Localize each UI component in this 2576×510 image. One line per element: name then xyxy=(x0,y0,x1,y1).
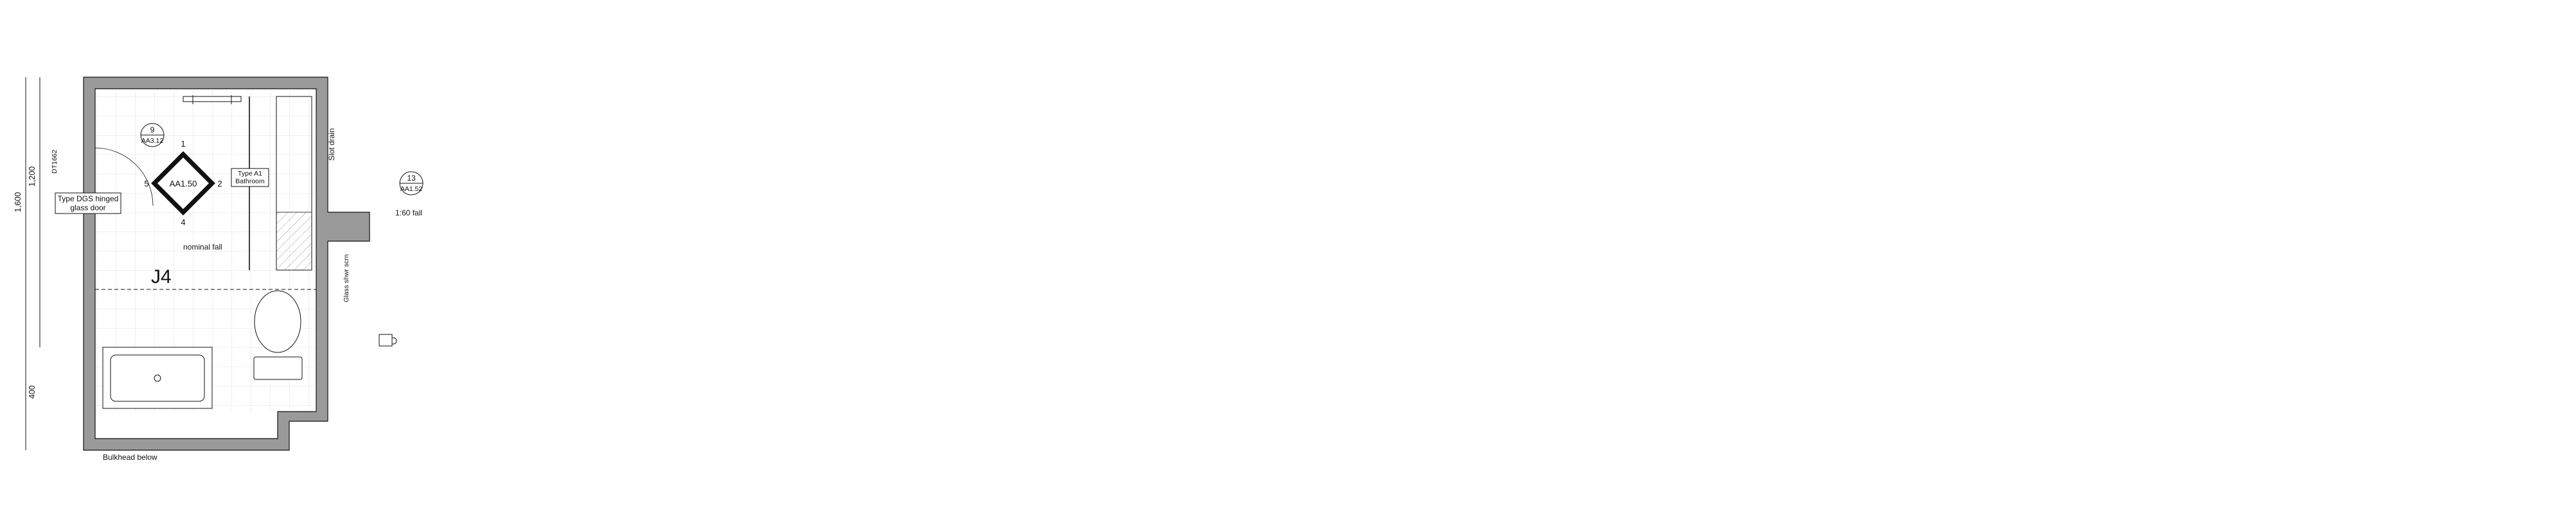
plan-view xyxy=(13,77,423,507)
glass-screen-label: Glass shwr scrn xyxy=(343,254,350,302)
room-tag-number: AA1.50 xyxy=(169,179,197,188)
room-label-line1: Type A1 xyxy=(238,170,262,178)
dim-400: 400 xyxy=(28,385,37,399)
slot-drain-label: Slot drain xyxy=(327,128,336,161)
nominal-fall-label: nominal fall xyxy=(183,242,222,251)
room-label-line2: Bathroom xyxy=(235,178,265,185)
dt-label: DT1662 xyxy=(51,149,58,174)
ref-13-number: 13 xyxy=(407,174,416,183)
dim-1200: 1,200 xyxy=(28,166,37,187)
bulkhead-label: Bulkhead below xyxy=(103,453,157,462)
tag-north: 1 xyxy=(181,139,186,149)
dgs-label-2: glass door xyxy=(70,203,106,212)
ref-9-sheet: AA3.12 xyxy=(141,137,164,145)
tag-west: 5 xyxy=(144,179,149,188)
dim-1600: 1,600 xyxy=(13,192,22,212)
ref-9-number: 9 xyxy=(150,125,155,134)
ref-13-sheet: AA1.52 xyxy=(400,185,423,193)
room-code: J4 xyxy=(151,266,172,287)
dgs-label-1: Type DGS hinged xyxy=(57,194,119,203)
fall-label: 1:60 fall xyxy=(395,208,423,217)
tag-south: 4 xyxy=(181,217,186,227)
tag-east: 2 xyxy=(217,179,222,188)
